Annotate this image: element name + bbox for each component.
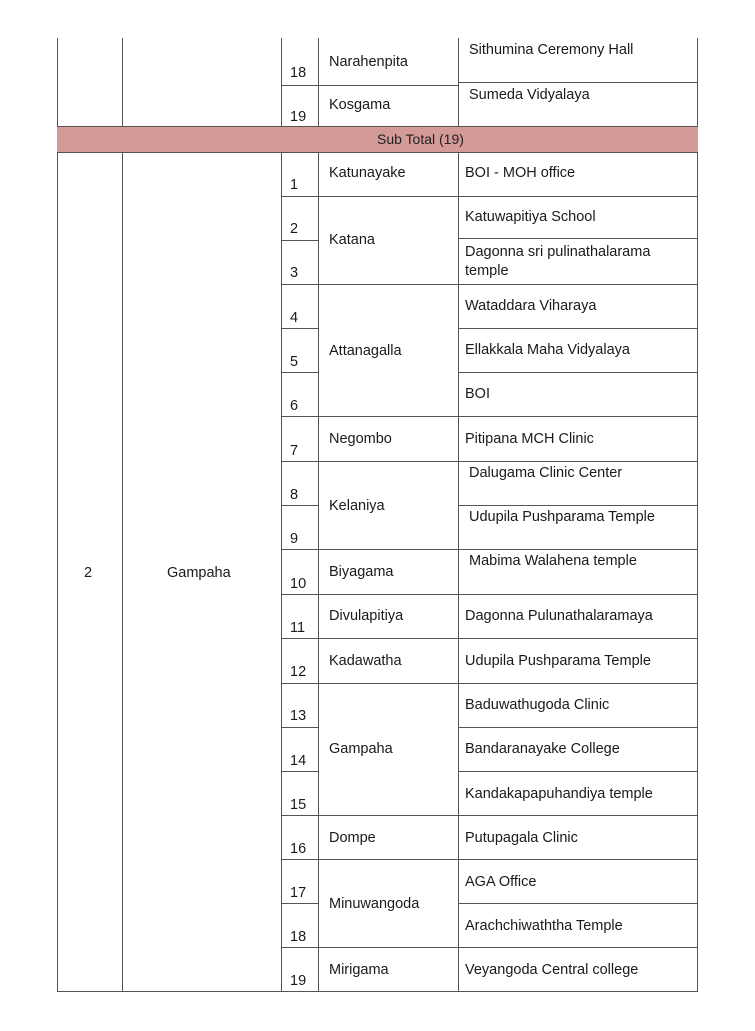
- row-number: 14: [290, 753, 307, 769]
- venue-name: AGA Office: [465, 874, 537, 890]
- venue-name: Ellakkala Maha Vidyalaya: [465, 342, 630, 358]
- row-number: 15: [290, 797, 307, 813]
- row-line: [281, 549, 698, 550]
- row-line: [281, 505, 318, 506]
- row-number: 9: [290, 531, 299, 547]
- table-border-bottom: [57, 991, 698, 992]
- row-line: [281, 594, 698, 595]
- row-line: [281, 461, 698, 462]
- district-name: Gampaha: [167, 565, 231, 581]
- row-number: 17: [290, 885, 307, 901]
- row-line: [458, 505, 698, 506]
- row-number: 19: [290, 109, 307, 125]
- division-name: Attanagalla: [329, 343, 402, 359]
- row-line: [281, 416, 698, 417]
- venue-name: Wataddara Viharaya: [465, 298, 597, 314]
- row-number: 18: [290, 929, 307, 945]
- table-border-right: [697, 38, 698, 992]
- venue-name: Arachchiwaththa Temple: [465, 918, 623, 934]
- row-line: [281, 638, 698, 639]
- row-number: 2: [290, 221, 299, 237]
- division-name: Negombo: [329, 431, 392, 447]
- row-line: [281, 372, 318, 373]
- row-number: 18: [290, 65, 307, 81]
- row-line: [281, 815, 698, 816]
- venue-name: Dalugama Clinic Center: [469, 465, 623, 481]
- row-line: [458, 903, 698, 904]
- row-number: 1: [290, 177, 299, 193]
- subtotal-row: [57, 126, 698, 153]
- division-name: Mirigama: [329, 962, 389, 978]
- row-number: 3: [290, 265, 299, 281]
- venue-name: Mabima Walahena temple: [469, 553, 637, 569]
- row-line: [458, 238, 698, 239]
- row-number: 12: [290, 664, 307, 680]
- division-name: Kosgama: [329, 97, 391, 113]
- venue-name: Baduwathugoda Clinic: [465, 697, 610, 713]
- division-name: Katana: [329, 232, 375, 248]
- division-name: Minuwangoda: [329, 896, 420, 912]
- row-line: [281, 196, 698, 197]
- row-line: [281, 859, 698, 860]
- subtotal-label: Sub Total (19): [377, 131, 464, 147]
- venue-name: Pitipana MCH Clinic: [465, 431, 594, 447]
- row-number: 10: [290, 576, 307, 592]
- table-border-left: [57, 38, 58, 992]
- venue-name: Udupila Pushparama Temple: [465, 653, 651, 669]
- row-line: [281, 903, 318, 904]
- row-line: [281, 947, 698, 948]
- venue-name: Putupagala Clinic: [465, 830, 578, 846]
- venue-name: Kandakapapuhandiya temple: [465, 786, 653, 802]
- row-number: 4: [290, 310, 299, 326]
- venue-name: Dagonna Pulunathalaramaya: [465, 608, 653, 624]
- division-name: Divulapitiya: [329, 608, 404, 624]
- row-line: [458, 727, 698, 728]
- row-line: [458, 328, 698, 329]
- division-name: Katunayake: [329, 165, 406, 181]
- row-line: [281, 85, 458, 86]
- division-name: Biyagama: [329, 564, 394, 580]
- row-number: 11: [290, 620, 306, 636]
- row-number: 5: [290, 354, 299, 370]
- row-number: 8: [290, 487, 299, 503]
- venue-name: Sumeda Vidyalaya: [469, 87, 590, 103]
- venue-name: Dagonna sri pulinathalarama temple: [465, 244, 651, 279]
- column-divider: [122, 38, 123, 992]
- row-line: [281, 284, 698, 285]
- row-line: [281, 727, 318, 728]
- row-number: 6: [290, 398, 299, 414]
- column-divider: [281, 38, 282, 992]
- row-line: [458, 372, 698, 373]
- venue-name: BOI: [465, 386, 490, 402]
- row-number: 7: [290, 443, 299, 459]
- row-line: [458, 771, 698, 772]
- venue-name: Sithumina Ceremony Hall: [469, 42, 634, 58]
- column-divider: [318, 38, 319, 992]
- division-name: Kadawatha: [329, 653, 402, 669]
- district-index: 2: [84, 565, 93, 581]
- row-line: [281, 683, 698, 684]
- division-name: Gampaha: [329, 741, 393, 757]
- division-name: Dompe: [329, 830, 376, 846]
- row-line: [281, 240, 318, 241]
- venue-name: Udupila Pushparama Temple: [469, 509, 655, 525]
- row-number: 16: [290, 841, 307, 857]
- venue-name: Veyangoda Central college: [465, 962, 639, 978]
- column-divider: [458, 38, 459, 992]
- row-line: [458, 82, 698, 83]
- row-number: 13: [290, 708, 307, 724]
- row-number: 19: [290, 973, 307, 989]
- division-name: Kelaniya: [329, 498, 385, 514]
- row-line: [281, 771, 318, 772]
- venue-name: BOI - MOH office: [465, 165, 576, 181]
- venue-name: Bandaranayake College: [465, 741, 620, 757]
- division-name: Narahenpita: [329, 54, 408, 70]
- venue-name: Katuwapitiya School: [465, 209, 596, 225]
- row-line: [281, 328, 318, 329]
